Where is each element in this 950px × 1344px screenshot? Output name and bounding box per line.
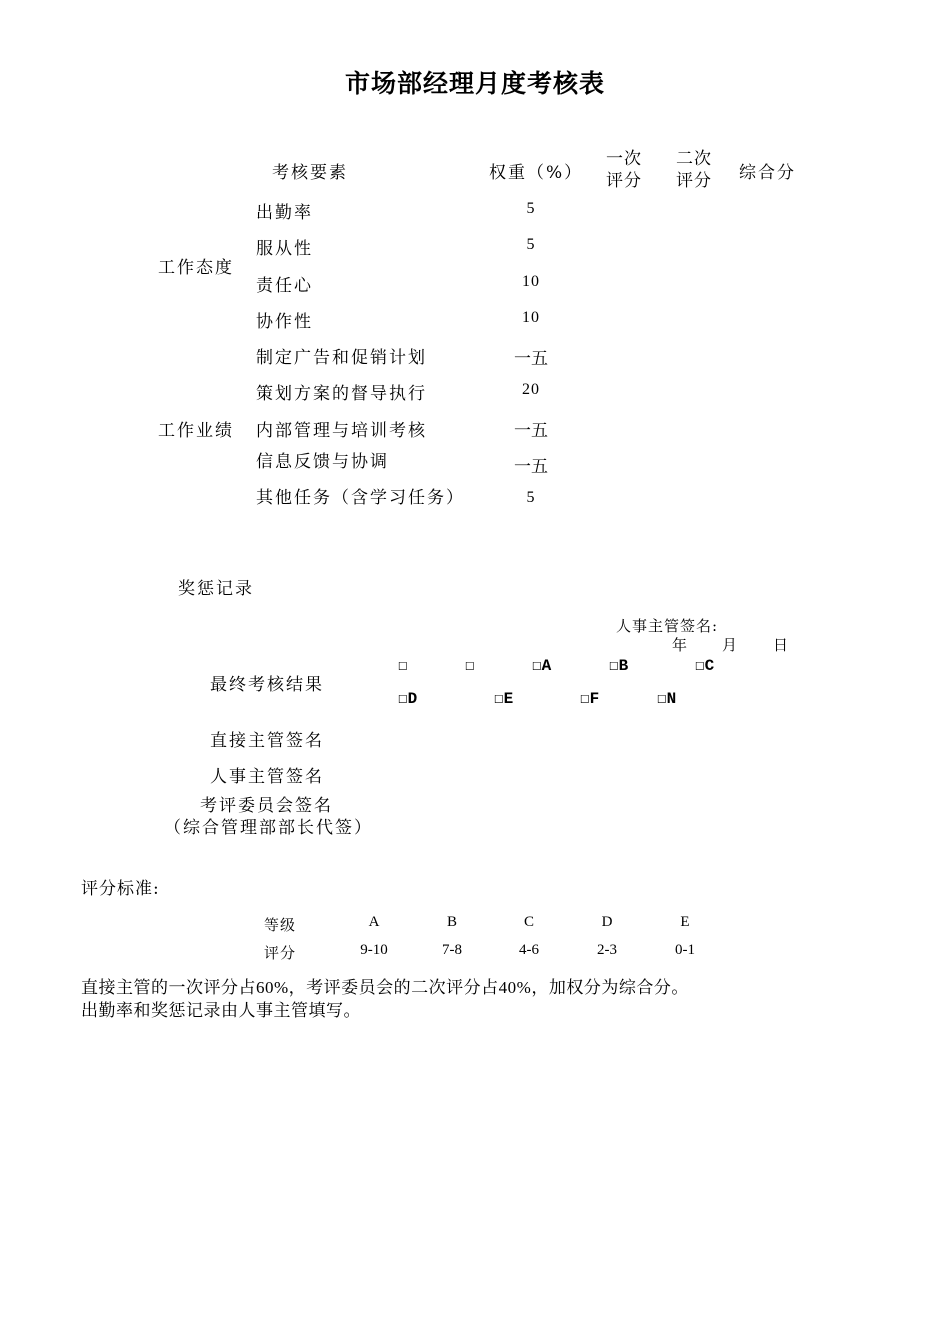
- group-attitude: 工作态度: [158, 258, 234, 278]
- direct-supervisor-signature: 直接主管签名: [210, 731, 324, 751]
- item-ad-plan: 制定广告和促销计划: [256, 348, 427, 368]
- weight-cooperation: 10: [522, 309, 540, 326]
- rewards-date-day: 日: [773, 636, 790, 654]
- header-second-score-line1: 二次: [676, 149, 712, 169]
- weight-attendance: 5: [526, 200, 536, 217]
- header-weight: 权重（%）: [489, 163, 584, 183]
- score-c: 4-6: [519, 942, 539, 958]
- result-option-e[interactable]: ☐E: [494, 690, 514, 708]
- item-attendance: 出勤率: [256, 203, 313, 223]
- item-obedience: 服从性: [256, 239, 313, 259]
- result-option-d[interactable]: ☐D: [398, 690, 418, 708]
- committee-signature-note: （综合管理部部长代签）: [164, 818, 373, 838]
- weight-obedience: 5: [526, 236, 536, 253]
- item-responsibility: 责任心: [256, 276, 313, 296]
- header-total: 综合分: [739, 163, 796, 183]
- grade-d: D: [601, 914, 613, 930]
- rewards-hr-signature: 人事主管签名:: [616, 617, 719, 635]
- weight-plan-execution: 20: [522, 381, 540, 398]
- grade-b: B: [446, 914, 457, 930]
- standards-score-label: 评分: [264, 944, 297, 962]
- hr-supervisor-signature: 人事主管签名: [210, 767, 324, 787]
- group-performance: 工作业绩: [158, 421, 234, 441]
- score-b: 7-8: [442, 942, 462, 958]
- result-option-a[interactable]: ☐A: [532, 657, 552, 675]
- header-element: 考核要素: [272, 163, 348, 183]
- note-weighting: 直接主管的一次评分占60%，考评委员会的二次评分占40%，加权分为综合分。: [81, 978, 689, 997]
- score-a: 9-10: [360, 942, 388, 958]
- result-option-n[interactable]: ☐N: [657, 690, 677, 708]
- standards-grade-label: 等级: [264, 916, 297, 934]
- grade-e: E: [680, 914, 690, 930]
- result-option-f[interactable]: ☐F: [580, 690, 600, 708]
- rewards-date-month: 月: [722, 636, 739, 654]
- weight-internal-management: 一五: [514, 421, 548, 441]
- header-second-score: [670, 148, 718, 192]
- committee-signature: 考评委员会签名: [200, 796, 333, 816]
- weight-feedback: 一五: [514, 457, 548, 477]
- item-cooperation: 协作性: [256, 312, 313, 332]
- rewards-date-year: 年: [672, 636, 689, 654]
- rewards-label: 奖惩记录: [178, 579, 254, 599]
- standards-label: 评分标准:: [81, 879, 160, 899]
- header-first-score: [600, 148, 648, 192]
- item-feedback: 信息反馈与协调: [256, 452, 389, 472]
- item-internal-management: 内部管理与培训考核: [256, 421, 427, 441]
- item-plan-execution: 策划方案的督导执行: [256, 384, 427, 404]
- grade-a: A: [368, 914, 380, 930]
- result-option-blank-2[interactable]: ☐: [465, 657, 475, 675]
- result-option-blank-1[interactable]: ☐: [398, 657, 408, 675]
- final-result-label: 最终考核结果: [210, 675, 324, 695]
- result-option-b[interactable]: ☐B: [609, 657, 629, 675]
- score-e: 0-1: [675, 942, 695, 958]
- page-title: 市场部经理月度考核表: [344, 69, 605, 98]
- grade-c: C: [523, 914, 534, 930]
- header-second-score-line2: 评分: [676, 171, 712, 191]
- header-first-score-line1: 一次: [606, 149, 642, 169]
- weight-ad-plan: 一五: [514, 349, 548, 369]
- note-attendance: 出勤率和奖惩记录由人事主管填写。: [81, 1001, 361, 1020]
- header-first-score-line2: 评分: [606, 171, 642, 191]
- result-option-c[interactable]: ☐C: [695, 657, 715, 675]
- weight-responsibility: 10: [522, 273, 540, 290]
- item-other-tasks: 其他任务（含学习任务）: [256, 488, 465, 508]
- weight-other-tasks: 5: [526, 489, 536, 506]
- score-d: 2-3: [597, 942, 617, 958]
